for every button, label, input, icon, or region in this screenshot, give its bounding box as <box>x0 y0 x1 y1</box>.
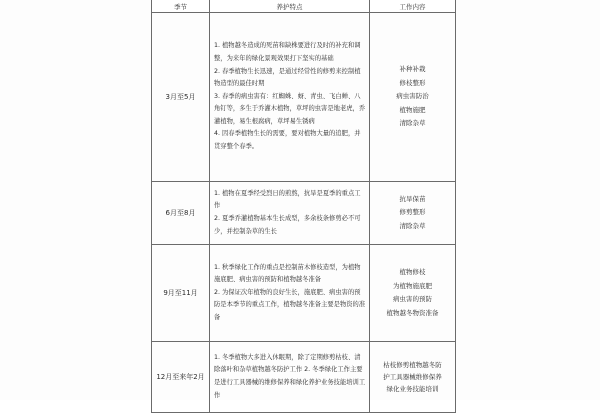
work-item: 修剪整形 <box>399 208 426 217</box>
work-item: 枯枝修剪植物越冬防 <box>383 361 442 369</box>
feature-item: 3. 春季的病虫害有：红蜘蛛、蚜、青虫、飞白蝉、八角钉等，多生于乔灌木植物，草坪的虫害是地老虎，乔灌植物，易生根腐病，草坪易生锈病 <box>214 92 366 125</box>
seasonal-care-table <box>151 0 456 413</box>
work-item: 为植物施底肥 <box>393 281 432 290</box>
table-row <box>152 245 456 342</box>
season-cell: 12月至来年2月 <box>152 342 210 413</box>
features-cell <box>210 182 370 245</box>
feature-item: 4. 因春季植物生长的需要，要对植物大量的追肥，并贯穿整个春季。 <box>214 130 361 151</box>
header-features: 养护特点 <box>210 0 370 13</box>
work-item: 护工具器械维修保养 <box>383 373 442 381</box>
work-cell <box>370 13 456 182</box>
work-item: 病虫害防治 <box>396 92 429 101</box>
work-item: 补种补栽 <box>399 65 426 74</box>
feature-item: 1. 植物越冬造成的死苗和缺株要进行及时的补充和调整，为来年的绿化景观效果打下坚实的基础 <box>214 42 361 62</box>
header-work: 工作内容 <box>370 0 456 13</box>
work-item: 抗旱保苗 <box>399 194 426 203</box>
features-cell <box>210 245 370 342</box>
season-cell: 6月至8月 <box>152 182 210 245</box>
feature-item: 2. 为保证次年植物的良好生长，施底肥、病虫害的预防是本季节的重点工作，植物越冬准备主要是物资的准备 <box>214 288 366 321</box>
table-row <box>152 182 456 245</box>
season-cell: 3月至5月 <box>152 13 210 182</box>
work-item: 病虫害的预防 <box>393 295 432 303</box>
table-header-row <box>152 0 456 13</box>
table-row <box>152 342 456 413</box>
work-item: 清除杂草 <box>399 221 426 230</box>
work-item: 绿化业务技能培训 <box>386 385 439 393</box>
work-cell <box>370 342 456 413</box>
feature-item: 1. 植物在夏季经受烈日的煎熬，抗旱是夏季的重点工作 <box>214 189 361 210</box>
header-season: 季节 <box>152 0 210 13</box>
work-item: 清除杂草 <box>399 119 426 128</box>
feature-item: 2. 夏季乔灌植物基本生长成型，多余枝条修剪必不可少，并控制杂草的生长 <box>214 215 361 235</box>
season-cell: 9月至11月 <box>152 245 210 342</box>
work-item: 植物施肥 <box>399 105 426 114</box>
feature-item: 1. 秋季绿化工作的重点是控制苗木修枝造型，为植物施底肥、病虫害的预防和植物越冬准备 <box>214 263 361 284</box>
work-item: 修枝整形 <box>399 78 426 87</box>
work-item: 植物修枝 <box>399 268 426 276</box>
features-cell <box>210 13 370 182</box>
work-cell <box>370 245 456 342</box>
work-item: 植物越冬物资准备 <box>386 308 439 317</box>
features-cell <box>210 342 370 413</box>
work-cell <box>370 182 456 245</box>
table-row <box>152 13 456 182</box>
feature-item: 2. 春季植物生长迅速，是通过经常性的修剪来控制植物造型的最佳时期 <box>214 67 361 88</box>
feature-item: 1. 冬季植物大多进入休眠期，除了定期修剪枯枝、清除落叶和杂草植物越冬防护工作 2. 冬季绿化工作主要是进行工具器械的维修保养和绿化养护业务技能培训工作 <box>214 353 366 399</box>
